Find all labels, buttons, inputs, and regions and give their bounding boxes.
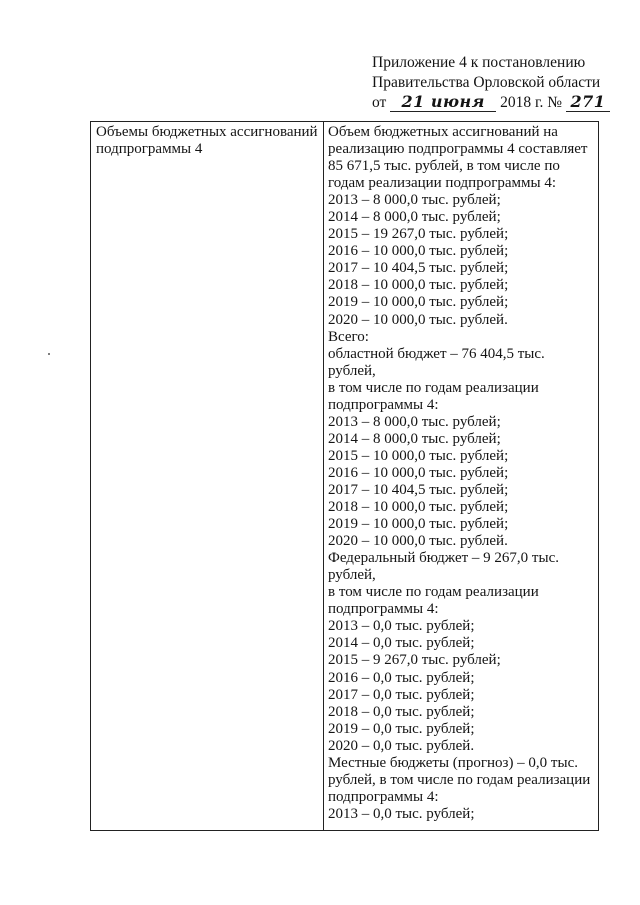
- budget-text-line: Федеральный бюджет – 9 267,0 тыс.: [328, 550, 559, 567]
- budget-text-line: 2017 – 10 404,5 тыс. рублей;: [328, 481, 509, 498]
- passport-table: [90, 121, 599, 831]
- budget-text-line: 2013 – 0,0 тыс. рублей;: [328, 805, 475, 822]
- handwritten-date-text: 21 июня: [401, 92, 485, 111]
- appendix-date-line: [372, 93, 622, 113]
- budget-text-line: 2020 – 10 000,0 тыс. рублей.: [328, 311, 508, 328]
- budget-text-line: 2020 – 10 000,0 тыс. рублей.: [328, 533, 508, 550]
- budget-text-line: рублей,: [328, 567, 376, 584]
- budget-text-line: подпрограммы 4:: [328, 788, 439, 805]
- budget-text-line: 2016 – 10 000,0 тыс. рублей;: [328, 464, 509, 481]
- year-number-label: 2018 г. №: [500, 94, 563, 111]
- budget-text-line: Местные бюджеты (прогноз) – 0,0 тыс.: [328, 754, 578, 771]
- budget-text-line: 2018 – 10 000,0 тыс. рублей;: [328, 499, 509, 516]
- budget-text-line: 2019 – 0,0 тыс. рублей;: [328, 720, 475, 737]
- appendix-authority-line: Правительства Орловской области: [372, 74, 601, 91]
- budget-text-line: 2018 – 10 000,0 тыс. рублей;: [328, 277, 509, 294]
- budget-text-line: Объем бюджетных ассигнований на: [328, 124, 558, 140]
- budget-text-line: 2016 – 10 000,0 тыс. рублей;: [328, 243, 509, 260]
- table-column-divider: [323, 122, 324, 830]
- budget-text-line: 2016 – 0,0 тыс. рублей;: [328, 669, 475, 686]
- budget-text-line: в том числе по годам реализации: [328, 379, 539, 396]
- budget-text-line: рублей,: [328, 362, 376, 379]
- handwritten-date: [390, 93, 496, 112]
- budget-text-line: 2015 – 19 267,0 тыс. рублей;: [328, 226, 509, 243]
- budget-text-line: 2013 – 8 000,0 тыс. рублей;: [328, 413, 501, 430]
- budget-text-line: 2019 – 10 000,0 тыс. рублей;: [328, 516, 509, 533]
- budget-text-line: 2015 – 10 000,0 тыс. рублей;: [328, 447, 509, 464]
- appendix-title-line: Приложение 4 к постановлению: [372, 54, 586, 71]
- handwritten-number: [566, 93, 610, 112]
- budget-text-line: реализацию подпрограммы 4 составляет: [328, 141, 588, 158]
- appendix-header: [372, 53, 622, 113]
- budget-text-line: подпрограммы 4:: [328, 396, 439, 413]
- from-label: от: [372, 94, 387, 111]
- handwritten-number-text: 271: [570, 92, 606, 111]
- budget-text-line: 2020 – 0,0 тыс. рублей.: [328, 737, 475, 754]
- budget-text-line: 2014 – 8 000,0 тыс. рублей;: [328, 209, 501, 226]
- budget-text-line: 2014 – 8 000,0 тыс. рублей;: [328, 430, 501, 447]
- budget-text-line: 2013 – 0,0 тыс. рублей;: [328, 618, 475, 635]
- budget-text-line: областной бюджет – 76 404,5 тыс.: [328, 345, 545, 362]
- table-value-cell: [328, 124, 596, 823]
- budget-text-line: 2014 – 0,0 тыс. рублей;: [328, 635, 475, 652]
- table-label-cell: Объемы бюджетных ассигнований подпрограммы 4: [96, 124, 318, 157]
- budget-text-line: рублей, в том числе по годам реализации: [328, 771, 591, 788]
- budget-text-line: 2015 – 9 267,0 тыс. рублей;: [328, 652, 501, 669]
- budget-text-line: 85 671,5 тыс. рублей, в том числе по: [328, 158, 560, 175]
- budget-text-line: 2018 – 0,0 тыс. рублей;: [328, 703, 475, 720]
- budget-text-line: Всего:: [328, 328, 369, 345]
- scan-speck: [48, 353, 50, 355]
- budget-text-line: в том числе по годам реализации: [328, 584, 539, 601]
- budget-text-line: годам реализации подпрограммы 4:: [328, 175, 556, 192]
- budget-text-line: 2017 – 0,0 тыс. рублей;: [328, 686, 475, 703]
- budget-text-line: подпрограммы 4:: [328, 601, 439, 618]
- budget-text-line: 2017 – 10 404,5 тыс. рублей;: [328, 260, 509, 277]
- budget-text-line: 2013 – 8 000,0 тыс. рублей;: [328, 192, 501, 209]
- budget-text-line: 2019 – 10 000,0 тыс. рублей;: [328, 294, 509, 311]
